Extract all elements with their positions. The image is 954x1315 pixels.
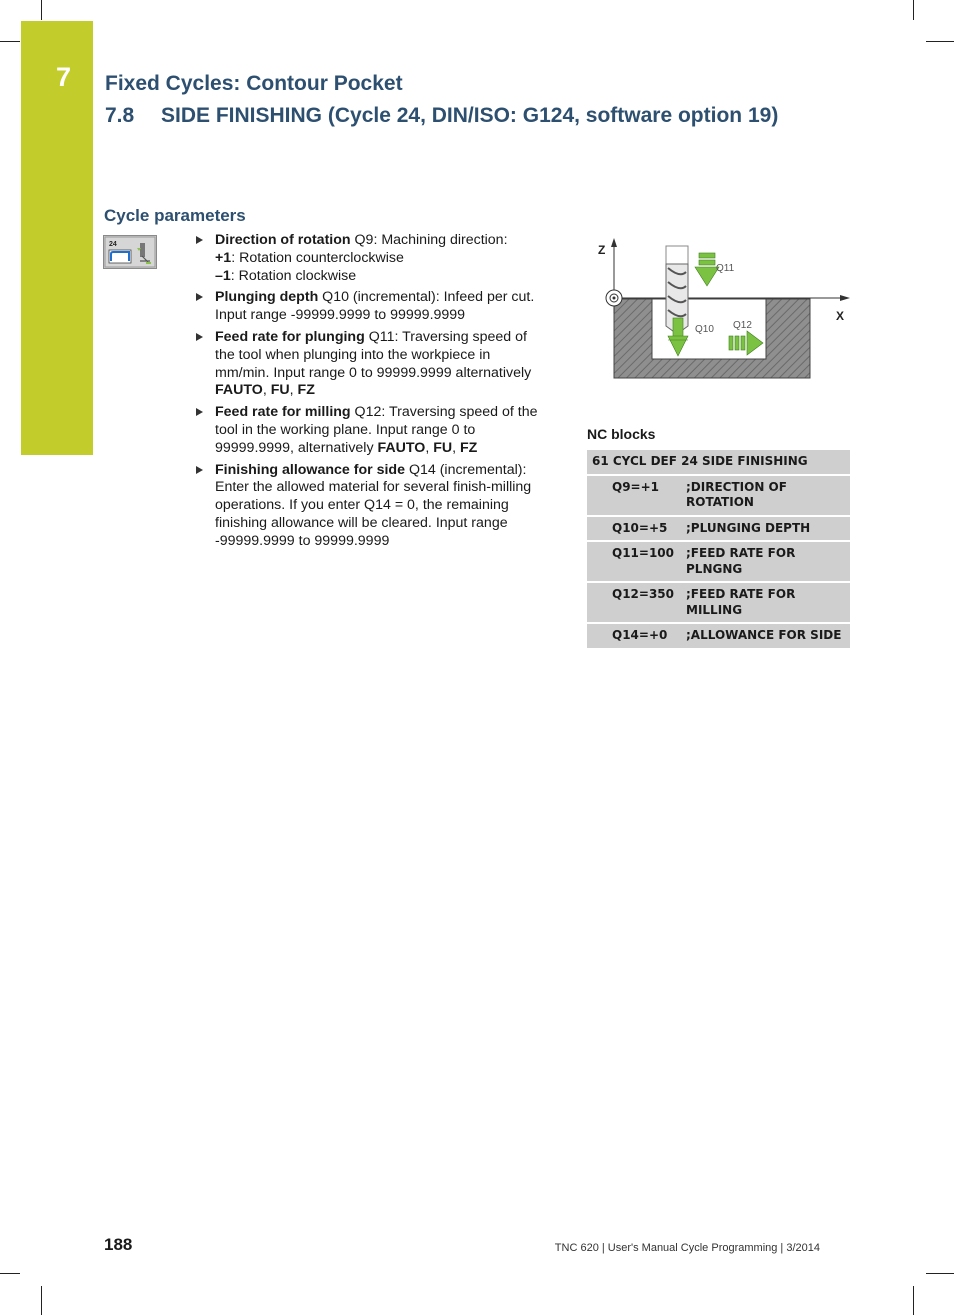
param-name: Plunging depth (215, 289, 319, 306)
z-axis-arrow-icon (611, 238, 617, 247)
nc-param: Q12=350 (612, 587, 675, 601)
nc-comment: ;FEED RATE FOR PLNGNG (686, 546, 796, 576)
q12-arrow-icon (729, 331, 763, 355)
bullet-arrow-icon (196, 236, 203, 244)
table-row (587, 624, 850, 648)
table-row (587, 583, 850, 622)
footer-text: TNC 620 | User's Manual Cycle Programming | 3/2014 (554, 1242, 820, 1254)
param-name: Finishing allowance for side (215, 461, 405, 478)
x-axis-arrow-icon (840, 295, 850, 301)
nc-header-row: 61 CYCL DEF 24 SIDE FINISHING (587, 450, 850, 474)
table-row (587, 542, 850, 581)
param-q12 (196, 404, 548, 457)
param-name: Direction of rotation (215, 232, 351, 248)
parameter-list (196, 232, 548, 555)
workpiece (614, 299, 810, 378)
q11-label: Q11 (716, 263, 735, 274)
side-finishing-icon (104, 236, 156, 268)
param-q9 (196, 232, 548, 285)
param-desc: Q12: Traversing speed of the tool in the working plane. Input range 0 to 99999.9999, alternatively (215, 404, 538, 456)
param-desc: Q14 (incremental): Enter the allowed material for several finish-milling operations. If you enter Q14 = 0, the remaining finishing allowance will be cleared. Input range -99999.9999 to 99999.9999 (215, 461, 532, 549)
separator: , (289, 382, 298, 399)
nc-comment: ;ALLOWANCE FOR SIDE (686, 628, 842, 642)
nc-blocks-heading: NC blocks (587, 426, 656, 442)
table-row (587, 517, 850, 541)
section-title (105, 104, 778, 128)
param-q14 (196, 462, 548, 551)
nc-param: Q14=+0 (612, 628, 668, 642)
separator: , (425, 439, 434, 456)
table-row (587, 476, 850, 515)
param-option-value: –1 (215, 267, 231, 284)
crop-mark (926, 41, 954, 42)
bullet-arrow-icon (196, 408, 203, 416)
section-number: 7.8 (105, 104, 135, 127)
section-title-text: SIDE FINISHING (Cycle 24, DIN/ISO: G124, software option 19) (161, 104, 779, 127)
section-heading: Cycle parameters (104, 206, 246, 225)
q12-label: Q12 (733, 320, 752, 331)
param-option-text: : Rotation clockwise (230, 267, 357, 284)
q10-label: Q10 (695, 324, 714, 335)
param-desc: Q11: Traversing speed of the tool when plunging into the workpiece in mm/min. Input range 0 to 99999.9999 alternatively (215, 328, 532, 381)
param-name: Feed rate for plunging (215, 328, 365, 345)
separator: , (262, 382, 271, 399)
param-option-text: : Rotation counterclockwise (231, 249, 404, 266)
nc-comment: ;PLUNGING DEPTH (686, 520, 811, 535)
param-name: Feed rate for milling (215, 404, 351, 421)
param-q10 (196, 289, 548, 325)
feed-option: FZ (460, 439, 478, 456)
feed-option: FZ (297, 382, 315, 399)
bullet-arrow-icon (196, 333, 203, 341)
crop-mark (0, 41, 20, 42)
separator: , (452, 439, 461, 456)
param-q11 (196, 329, 548, 400)
chapter-number: 7 (56, 62, 72, 92)
nc-param: Q10=+5 (612, 520, 668, 535)
cycle-softkey (103, 235, 157, 269)
feed-option: FU (433, 439, 453, 456)
crop-mark (0, 1273, 20, 1274)
softkey-label: 24 (109, 241, 117, 248)
nc-comment: ;DIRECTION OF ROTATION (686, 479, 787, 509)
crop-mark (926, 1273, 954, 1274)
feed-option: FU (270, 382, 290, 399)
bullet-arrow-icon (196, 293, 203, 301)
chapter-title: Fixed Cycles: Contour Pocket (105, 72, 403, 95)
bullet-arrow-icon (196, 466, 203, 474)
param-option-value: +1 (215, 249, 232, 266)
nc-blocks-table (587, 450, 850, 650)
side-finishing-diagram (596, 238, 852, 384)
nc-param: Q11=100 (612, 546, 675, 560)
param-desc: Q10 (incremental): Infeed per cut. Input range -99999.9999 to 99999.9999 (215, 289, 535, 324)
crop-mark (41, 1286, 42, 1315)
crop-mark (913, 0, 914, 20)
crop-mark (41, 0, 42, 20)
crop-mark (913, 1286, 914, 1315)
feed-option: FAUTO (377, 439, 426, 456)
nc-param: Q9=+1 (612, 479, 660, 494)
feed-option: FAUTO (215, 382, 263, 399)
z-axis-label: Z (598, 243, 606, 257)
x-axis-label: X (836, 309, 845, 323)
param-desc: Q9: Machining direction: (350, 232, 508, 248)
nc-comment: ;FEED RATE FOR MILLING (686, 587, 796, 617)
page-number: 188 (104, 1235, 133, 1254)
